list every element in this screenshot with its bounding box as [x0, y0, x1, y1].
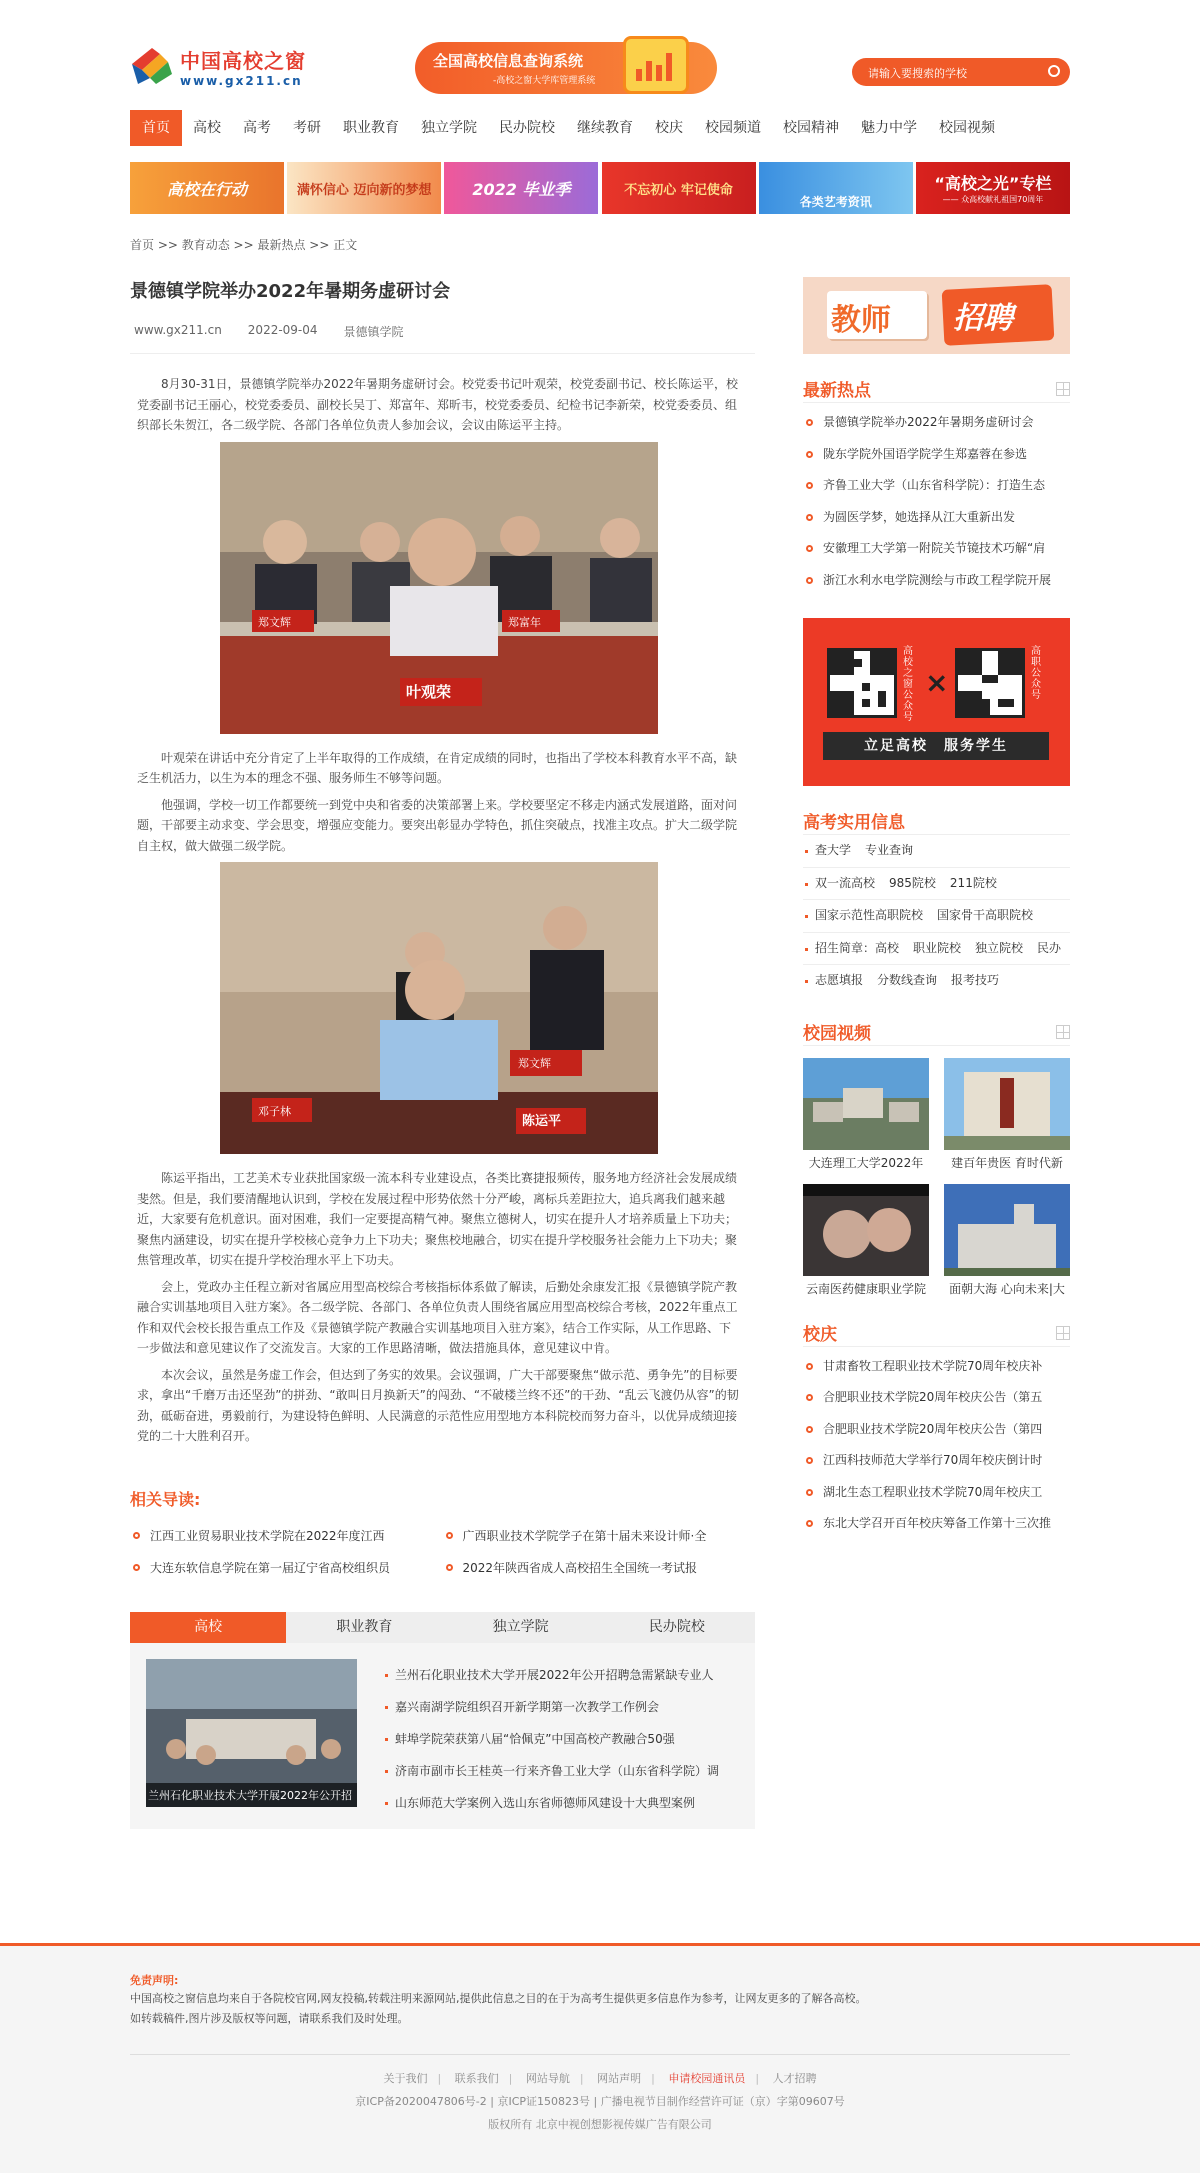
nav-item[interactable]: 考研: [293, 120, 321, 136]
featured-caption: 兰州石化职业技术大学开展2022年公开招: [146, 1783, 357, 1807]
ad-banner[interactable]: 高校在行动: [130, 162, 284, 214]
logo-mark-icon: [130, 44, 174, 88]
article-title: 景德镇学院举办2022年暑期务虚研讨会: [130, 281, 451, 302]
logo-title: 中国高校之窗: [180, 48, 306, 73]
banner-badge: 专业 · 高效: [630, 99, 670, 108]
info-row: [803, 965, 1070, 997]
hot-section-header: [803, 376, 1070, 403]
video-grid: [803, 1058, 1070, 1310]
anniv-section-title: 校庆: [803, 1324, 837, 1345]
list-item[interactable]: 安徽理工大学第一附院关节镜技术巧解“肩: [803, 533, 1070, 565]
more-icon[interactable]: [1056, 382, 1070, 396]
list-item[interactable]: 齐鲁工业大学（山东省科学院）：打造生态: [803, 470, 1070, 502]
site-logo[interactable]: [130, 44, 306, 88]
video-title: 建百年贵医 育时代新: [951, 1155, 1063, 1170]
bullet-icon: [806, 577, 813, 584]
site-footer: [0, 1943, 1200, 2173]
list-item[interactable]: 东北大学召开百年校庆筹备工作第十三次推: [803, 1508, 1070, 1540]
list-item[interactable]: 兰州石化职业技术大学开展2022年公开招聘急需紧缺专业人: [385, 1659, 745, 1691]
info-link[interactable]: 报考技巧: [951, 973, 1000, 987]
bullet-icon: [806, 1363, 813, 1370]
query-system-banner[interactable]: [415, 42, 717, 108]
list-item[interactable]: 山东师范大学案例入选山东省师德师风建设十大典型案例: [385, 1787, 745, 1819]
more-icon[interactable]: [1056, 1326, 1070, 1340]
paragraph: 本次会议，虽然是务虚工作会，但达到了务实的效果。会议强调，广大干部要聚焦“做示范、勇争先”的目标要求，拿出“千磨万击还坚劲”的拼劲、“敢叫日月换新天”的闯劲、“不破楼兰终不还”的干劲、“乱云飞渡仍从容”的韧劲，砥砺奋进，勇毅前行，为建设特色鲜明、人民满意的示范性应用型地方本科院校而努力奋斗，以优异成绩迎接党的二十大胜利召开。: [137, 1367, 739, 1443]
search-icon[interactable]: [1048, 65, 1060, 77]
bullet-icon: [806, 451, 813, 458]
nav-item[interactable]: 校园精神: [783, 120, 839, 136]
cross-icon: ×: [925, 666, 949, 699]
anniv-list: [803, 1351, 1070, 1540]
hot-section-title: 最新热点: [803, 381, 871, 401]
video-title: 云南医药健康职业学院: [805, 1281, 926, 1296]
ad-banner[interactable]: 不忘初心 牢记使命: [602, 162, 756, 214]
footer-link-sitemap[interactable]: 网站导航: [525, 2072, 570, 2085]
list-item[interactable]: 景德镇学院举办2022年暑期务虚研讨会: [803, 407, 1070, 439]
info-row: [803, 835, 1070, 868]
info-row: [803, 900, 1070, 933]
info-link[interactable]: 志愿填报: [815, 973, 864, 987]
featured-news-image[interactable]: [146, 1659, 357, 1807]
related-item[interactable]: 大连东软信息学院在第一届辽宁省高校组织员: [130, 1552, 443, 1584]
info-link[interactable]: 国家示范性高职院校: [815, 908, 924, 922]
nav-item[interactable]: 校园视频: [939, 120, 995, 136]
recruit-text-a: 教师: [831, 303, 891, 338]
bullet-icon: [446, 1564, 453, 1571]
list-item[interactable]: 浙江水利水电学院测绘与市政工程学院开展: [803, 565, 1070, 597]
bullet-icon: [806, 1457, 813, 1464]
info-link[interactable]: 双一流高校: [815, 875, 876, 890]
video-title: 面朝大海 心向未来|大: [949, 1281, 1065, 1296]
nameplate: 郑富年: [508, 615, 541, 629]
anniv-section-header: [803, 1320, 1070, 1347]
related-title: 相关导读:: [130, 1489, 201, 1509]
hot-list: [803, 407, 1070, 596]
nameplate: 叶观荣: [406, 682, 452, 701]
video-item[interactable]: [803, 1184, 929, 1302]
nameplate: 郑文辉: [258, 615, 291, 629]
main-nav: [130, 110, 1070, 146]
list-item[interactable]: 合肥职业技术学院20周年校庆公告（第四: [803, 1414, 1070, 1446]
nav-item[interactable]: 魅力中学: [861, 120, 917, 136]
info-link[interactable]: 专业查询: [865, 843, 914, 857]
qr-code-icon: [955, 648, 1025, 718]
bullet-icon: [806, 1426, 813, 1433]
related-item[interactable]: 2022年陕西省成人高校招生全国统一考试报: [443, 1552, 756, 1584]
search-input[interactable]: [852, 58, 1070, 86]
info-row: [803, 868, 1070, 901]
footer-link-about[interactable]: 关于我们: [383, 2072, 428, 2085]
tab-vocational[interactable]: 职业教育: [336, 1618, 393, 1635]
recruit-text-b: 招聘: [953, 301, 1013, 336]
info-link[interactable]: 985院校: [889, 875, 936, 890]
nav-item[interactable]: 高校: [193, 120, 221, 136]
list-item[interactable]: 为圆医学梦，她选择从江大重新出发: [803, 502, 1070, 534]
paragraph: 会上，党政办主任程立新对省属应用型高校综合考核指标体系做了解读，后勤处余康发汇报《景德镇学院产教融合实训基地项目入驻方案》。各二级学院、各部门、各单位负责人围绕省属应用型高校综合考核，2022年重点工作和双代会校长报告重点工作及《景德镇学院产教融合实训基地项目入驻方案》，结合工作实际，从工作思路、下一步做法和意见建议作了交流发言。大家的工作思路清晰，做法措施具体，意见建议中肯。: [137, 1279, 738, 1355]
list-item[interactable]: 蚌埠学院荣获第八届“恰佩克”中国高校产教融合50强: [385, 1723, 745, 1755]
banner-chart-icon: [623, 36, 689, 108]
disclaimer-text: 中国高校之窗信息均来自于各院校官网,网友投稿,转载注明来源网站,提供此信息之目的在于为高考生提供更多信息作为参考，让网友更多的了解各高校。: [130, 1992, 867, 2005]
nameplate: 邓子林: [258, 1105, 291, 1118]
logo-url: www.gx211.cn: [180, 73, 303, 88]
info-section-header: [803, 808, 1070, 835]
nav-item[interactable]: 独立学院: [421, 120, 477, 136]
nav-item[interactable]: 民办院校: [499, 120, 555, 136]
video-section-title: 校园视频: [803, 1023, 871, 1044]
tab-news-list: [385, 1659, 745, 1829]
info-link[interactable]: 招生简章：高校: [815, 940, 900, 955]
bullet-icon: [806, 1394, 813, 1401]
list-item[interactable]: 江西科技师范大学举行70周年校庆倒计时: [803, 1445, 1070, 1477]
video-thumbnail: [944, 1058, 1070, 1150]
related-item[interactable]: 广西职业技术学院学子在第十届未来设计师·全: [443, 1520, 756, 1552]
bullet-icon: [133, 1564, 140, 1571]
video-item[interactable]: [944, 1184, 1070, 1302]
list-item[interactable]: 嘉兴南湖学院组织召开新学期第一次教学工作例会: [385, 1691, 745, 1723]
info-link[interactable]: 211院校: [949, 875, 997, 890]
ad-strip: [130, 162, 1070, 214]
list-item[interactable]: 济南市副市长王桂英一行来齐鲁工业大学（山东省科学院）调: [385, 1755, 745, 1787]
recruitment-banner[interactable]: [803, 277, 1070, 354]
article-source: www.gx211.cn: [134, 323, 222, 337]
tab-panel: [130, 1643, 755, 1829]
bullet-icon: [133, 1532, 140, 1539]
bullet-icon: [806, 1489, 813, 1496]
bullet-icon: [806, 419, 813, 426]
qr-code-icon: [827, 648, 897, 718]
more-icon[interactable]: [1056, 1025, 1070, 1039]
info-link[interactable]: 查大学: [815, 843, 852, 857]
qr-slogan: 立足高校 服务学生: [823, 732, 1049, 760]
disclaimer-text: 如转载稿件,图片涉及版权等问题，请联系我们及时处理。: [130, 2012, 409, 2025]
article-body: [130, 374, 755, 1447]
nav-item[interactable]: 职业教育: [343, 120, 399, 136]
article-date: 2022-09-04: [247, 323, 318, 337]
info-link[interactable]: 独立院校: [975, 940, 1024, 955]
list-item[interactable]: 甘肃畜牧工程职业技术学院70周年校庆补: [803, 1351, 1070, 1383]
site-header: [130, 0, 1070, 110]
ad-banner[interactable]: “高校之光”专栏 —— 众高校献礼祖国70周年: [916, 162, 1070, 214]
paragraph: 叶观荣在讲话中充分肯定了上半年取得的工作成绩，在肯定成绩的同时，也指出了学校本科教育水平不高，缺乏生机活力，以生为本的理念不强、服务师生不够等问题。: [137, 750, 738, 785]
info-section-title: 高考实用信息: [803, 813, 905, 833]
footer-link-correspondent[interactable]: 申请校园通讯员: [668, 2072, 746, 2085]
bullet-icon: [806, 545, 813, 552]
video-item[interactable]: [803, 1058, 929, 1176]
nav-item[interactable]: 校园频道: [705, 120, 761, 136]
list-item[interactable]: 合肥职业技术学院20周年校庆公告（第五: [803, 1382, 1070, 1414]
qr-label-left: 高校之窗公众号: [903, 646, 913, 723]
breadcrumb[interactable]: 首页 >> 教育动态 >> 最新热点 >> 正文: [130, 238, 358, 252]
disclaimer-title: 免责声明:: [130, 1974, 179, 1987]
info-row: [803, 933, 1070, 966]
copyright: 版权所有 北京中视创想影视传媒广告有限公司: [488, 2118, 712, 2131]
video-title: 大连理工大学2022年: [808, 1155, 924, 1170]
icp-info: 京ICP备2020047806号-2 | 京ICP证150823号 | 广播电视节目制作经营许可证（京）字第09607号: [355, 2095, 845, 2108]
paragraph: 他强调，学校一切工作都要统一到党中央和省委的决策部署上来。学校要坚定不移走内涵式发展道路，面对问题，干部要主动求变、学会思变，增强应变能力。要突出彰显办学特色，抓住突破点，找准主攻点。扩大二级学院自主权，做大做强二级学院。: [137, 797, 738, 853]
article-meta: [130, 323, 755, 354]
tab-private[interactable]: 民办院校: [648, 1618, 705, 1635]
bullet-icon: [806, 482, 813, 489]
video-thumbnail: [803, 1184, 929, 1276]
nav-item[interactable]: 继续教育: [577, 120, 633, 136]
search-placeholder: 请输入要搜索的学校: [868, 67, 967, 80]
banner-subtitle: -高校之窗大学库管理系统: [493, 76, 596, 86]
nameplate: 陈运平: [522, 1114, 562, 1129]
sidebar: [803, 277, 1070, 1829]
tab-independent[interactable]: 独立学院: [492, 1618, 549, 1635]
bullet-icon: [806, 1520, 813, 1527]
article-column: [130, 277, 755, 1829]
list-item[interactable]: 湖北生态工程职业技术学院70周年校庆工: [803, 1477, 1070, 1509]
video-thumbnail: [803, 1058, 929, 1150]
banner-title: 全国高校信息查询系统: [433, 52, 584, 70]
info-link[interactable]: 分数线查询: [877, 973, 938, 987]
info-link[interactable]: 民办: [1037, 940, 1062, 955]
info-list: [803, 835, 1070, 997]
article-school: 景德镇学院: [343, 325, 404, 339]
related-item[interactable]: 江西工业贸易职业技术学院在2022年度江西: [130, 1520, 443, 1552]
bullet-icon: [806, 514, 813, 521]
meeting-photo: [220, 442, 658, 734]
footer-link-contact[interactable]: 联系我们: [454, 2072, 499, 2085]
video-item[interactable]: [944, 1058, 1070, 1176]
meeting-photo: [220, 862, 658, 1154]
footer-link-jobs[interactable]: 人才招聘: [772, 2072, 817, 2085]
list-item[interactable]: 陇东学院外国语学院学生郑嘉蓉在参选: [803, 439, 1070, 471]
nav-item-home[interactable]: 首页: [130, 110, 182, 146]
footer-links: 关于我们 | 联系我们 | 网站导航 | 网站声明 | 申请校园通讯员 | 人才招聘 京ICP备2020047806号-2 | 京ICP证150823号 | 广播电视节目制作经营许可证（京）字第09607号 版权所有 北京中视创想影视传媒广告有限公司: [130, 2054, 1070, 2136]
nav-item[interactable]: 校庆: [655, 120, 683, 136]
footer-link-statement[interactable]: 网站声明: [597, 2072, 642, 2085]
info-link[interactable]: 职业院校: [913, 940, 962, 955]
ad-banner[interactable]: 2022 毕业季: [444, 162, 598, 214]
tab-universities[interactable]: 高校: [130, 1612, 286, 1643]
category-tabs: [130, 1612, 755, 1643]
qr-label-right: 高职公众号: [1031, 646, 1041, 701]
video-section-header: [803, 1019, 1070, 1046]
nameplate: 郑文辉: [518, 1057, 551, 1070]
ad-banner[interactable]: 满怀信心 迈向新的梦想: [287, 162, 441, 214]
ad-banner[interactable]: 各类艺考资讯: [759, 162, 913, 214]
info-link[interactable]: 国家骨干高职院校: [937, 908, 1034, 922]
related-list: [130, 1520, 755, 1584]
bullet-icon: [446, 1532, 453, 1539]
paragraph: 陈运平指出，工艺美术专业获批国家级一流本科专业建设点，各类比赛捷报频传，服务地方经济社会发展成绩斐然。但是，我们要清醒地认识到，学校在发展过程中形势依然十分严峻，离标兵差距拉大，追兵离我们越来越近，大家要有危机意识。面对困难，我们一定要提高精气神。聚焦立德树人，切实在提升人才培养质量上下功夫；聚焦内涵建设，切实在提升学校核心竞争力上下功夫；聚焦校地融合，切实在提升学校服务社会能力上下功夫；聚焦管理改革，切实在提升学校治理水平上下功夫。: [137, 1171, 738, 1267]
paragraph: 8月30-31日，景德镇学院举办2022年暑期务虚研讨会。校党委书记叶观荣，校党委副书记、校长陈运平，校党委副书记王丽心，校党委委员、副校长吴丁、郑富年、郑昕韦，校党委委员、纪检书记李新荣，校党委委员、组织部长朱贺江，各二级学院、各部门各单位负责人参加会议，会议由陈运平主持。: [137, 377, 739, 432]
nav-item[interactable]: 高考: [243, 120, 271, 136]
qr-code-banner: [803, 618, 1070, 786]
video-thumbnail: [944, 1184, 1070, 1276]
